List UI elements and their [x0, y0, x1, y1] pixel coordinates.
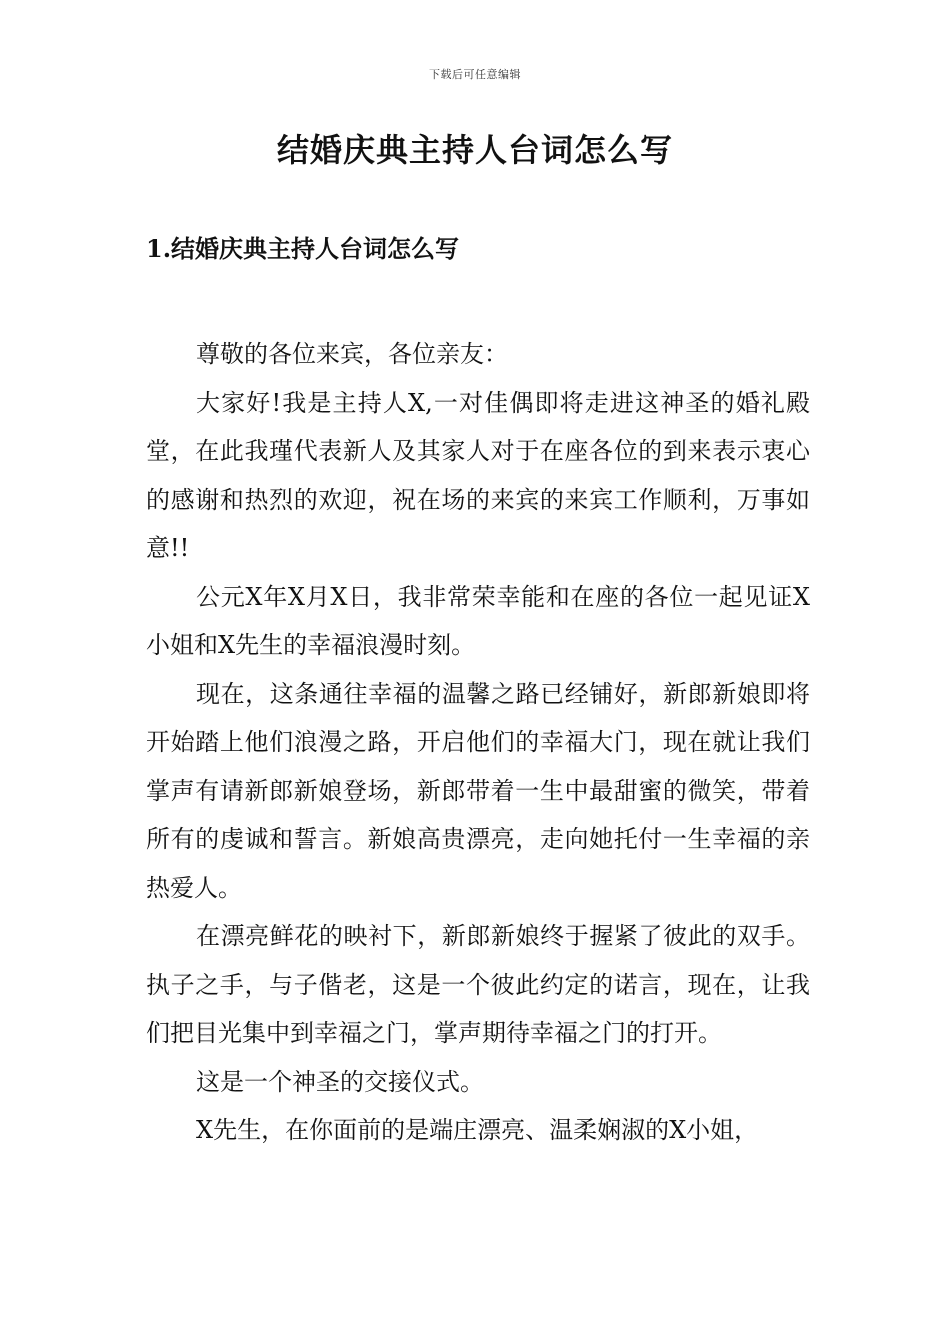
document-title: 结婚庆典主持人台词怎么写	[276, 131, 673, 169]
section-heading: 1.结婚庆典主持人台词怎么写	[146, 234, 460, 263]
paragraph: 公元X年X月X日，我非常荣幸能和在座的各位一起见证X小姐和X先生的幸福浪漫时刻。	[146, 582, 810, 659]
paragraph: 在漂亮鲜花的映衬下，新郎新娘终于握紧了彼此的双手。执子之手，与子偕老，这是一个彼此约定的诺言，现在，让我们把目光集中到幸福之门，掌声期待幸福之门的打开。	[146, 922, 810, 1047]
paragraph: 现在，这条通往幸福的温馨之路已经铺好，新郎新娘即将开始踏上他们浪漫之路，开启他们的幸福大门，现在就让我们掌声有请新郎新娘登场，新郎带着一生中最甜蜜的微笑，带着所有的虔诚和誓言。新娘高贵漂亮，走向她托付一生幸福的亲热爱人。	[146, 679, 810, 902]
paragraph: 大家好!我是主持人X,一对佳偶即将走进这神圣的婚礼殿堂，在此我瑾代表新人及其家人对于在座各位的到来表示衷心的感谢和热烈的欢迎，祝在场的来宾的来宾工作顺利，万事如意!!	[146, 388, 810, 562]
body-text	[146, 330, 810, 1155]
header-note: 下载后可任意编辑	[429, 68, 521, 81]
paragraph: X先生，在你面前的是端庄漂亮、温柔娴淑的X小姐，	[196, 1116, 759, 1144]
paragraph: 这是一个神圣的交接仪式。	[196, 1067, 484, 1096]
paragraph: 尊敬的各位来宾，各位亲友：	[196, 340, 508, 368]
